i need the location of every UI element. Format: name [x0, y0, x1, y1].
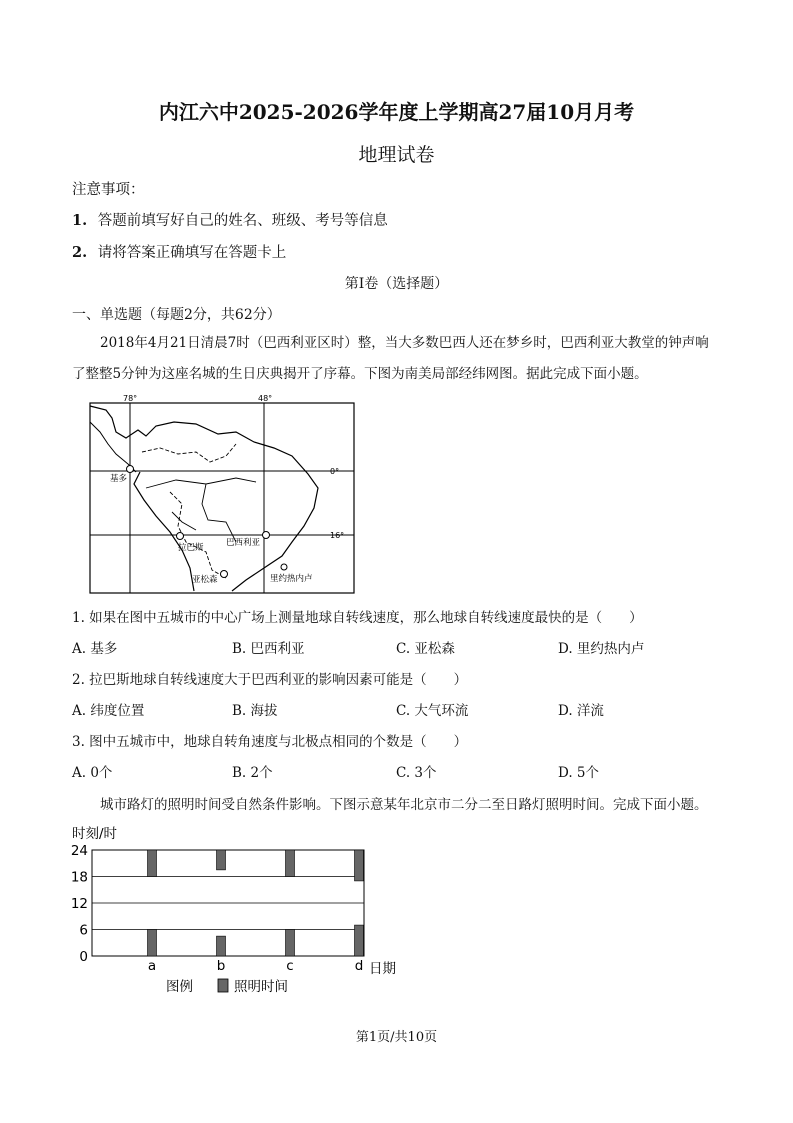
chart-xtick-label: d	[354, 958, 364, 974]
lon-label-78: 78°	[123, 394, 138, 403]
question-1-stem: 1. 如果在图中五城市的中心广场上测量地球自转线速度，那么地球自转线速度最快的是（ ）	[72, 610, 643, 626]
chart-xlabel: 日期	[369, 961, 396, 977]
lighting-bar-evening	[286, 850, 295, 877]
question-2-option-a: A. 纬度位置	[72, 703, 145, 719]
lighting-bar-morning	[355, 925, 364, 956]
notice-item-text: 请将答案正确填写在答题卡上	[97, 245, 287, 261]
question-3-option-d: D. 5个	[558, 765, 600, 781]
chart-ytick-label: 0	[79, 949, 88, 965]
legend-title: 图例	[166, 979, 193, 995]
city-lapaz-label: 拉巴斯	[178, 543, 204, 553]
page-footer: 第1页/共10页	[355, 1030, 438, 1045]
city-lapaz-marker	[177, 533, 184, 540]
notice-item-text: 答题前填写好自己的姓名、班级、考号等信息	[97, 213, 388, 229]
question-3-stem: 3. 图中五城市中，地球自转角速度与北极点相同的个数是（ ）	[72, 734, 468, 750]
lat-label-0: 0°	[330, 467, 340, 476]
city-brasilia-marker	[263, 532, 270, 539]
question-2-option-b: B. 海拔	[232, 703, 278, 719]
question-1-option-b: B. 巴西利亚	[232, 641, 305, 657]
chart-xtick-label: c	[286, 958, 294, 974]
lighting-bar-evening	[355, 850, 364, 881]
page-title: 内江六中2025-2026学年度上学期高27届10月月考	[158, 100, 635, 124]
volume-heading: 第I卷（选择题）	[344, 276, 449, 292]
passage-1: 2018年4月21日清晨7时（巴西利亚区时）整，当大多数巴西人还在梦乡时，巴西利亚大教堂的钟声响了整整5分钟为这座名城的生日庆典揭开了序幕。下图为南美局部经纬网图。据此完成下面小题。	[72, 335, 709, 382]
question-2-option-c: C. 大气环流	[396, 703, 469, 719]
chart-ytick-label: 18	[70, 869, 88, 886]
chart-xtick-label: a	[147, 958, 157, 974]
lighting-bar-evening	[148, 850, 157, 877]
lighting-bar-morning	[148, 930, 157, 957]
chart-ylabel: 时刻/时	[72, 826, 118, 842]
legend-label: 照明时间	[234, 979, 288, 995]
chart-xtick-label: b	[216, 958, 226, 974]
notice-item	[72, 241, 286, 262]
notice-item	[72, 209, 388, 230]
part-heading: 一、单选题（每题2分，共62分）	[72, 307, 281, 323]
question-1-option-a: A. 基多	[72, 641, 118, 657]
chart-plot	[71, 843, 364, 974]
city-brasilia-label: 巴西利亚	[226, 538, 261, 548]
city-quito-label: 基多	[110, 474, 128, 484]
city-quito-marker	[127, 466, 134, 473]
question-3-option-a: A. 0个	[72, 765, 113, 781]
notice-item-num: 2.	[72, 244, 88, 261]
legend-swatch	[218, 979, 228, 992]
city-asuncion-label: 亚松森	[192, 575, 218, 585]
city-rio-marker	[281, 564, 287, 570]
lighting-bar-morning	[286, 930, 295, 957]
notice-heading: 注意事项：	[72, 182, 145, 198]
question-2-stem: 2. 拉巴斯地球自转线速度大于巴西利亚的影响因素可能是（ ）	[72, 672, 468, 688]
page-subtitle: 地理试卷	[358, 144, 435, 166]
chart-ytick-label: 12	[70, 896, 88, 912]
notice-item-num: 1.	[72, 212, 88, 229]
chart-ytick-label: 24	[70, 843, 88, 859]
lighting-chart	[70, 822, 420, 1002]
question-3-option-b: B. 2个	[232, 765, 273, 781]
lighting-bar-morning	[217, 936, 226, 956]
question-1-option-c: C. 亚松森	[396, 641, 455, 657]
question-2-option-d: D. 洋流	[558, 703, 604, 719]
chart-ytick-label: 6	[79, 922, 88, 939]
south-america-map	[86, 392, 361, 600]
question-3-option-c: C. 3个	[396, 765, 437, 781]
lat-label-16: 16°	[330, 531, 345, 540]
lon-label-48: 48°	[258, 394, 273, 403]
city-rio-label: 里约热内卢	[270, 574, 313, 584]
question-1-option-d: D. 里约热内卢	[558, 641, 645, 657]
lighting-bar-evening	[217, 850, 226, 870]
passage-2: 城市路灯的照明时间受自然条件影响。下图示意某年北京市二分二至日路灯照明时间。完成下面小题。	[100, 797, 708, 813]
city-asuncion-marker	[221, 571, 228, 578]
